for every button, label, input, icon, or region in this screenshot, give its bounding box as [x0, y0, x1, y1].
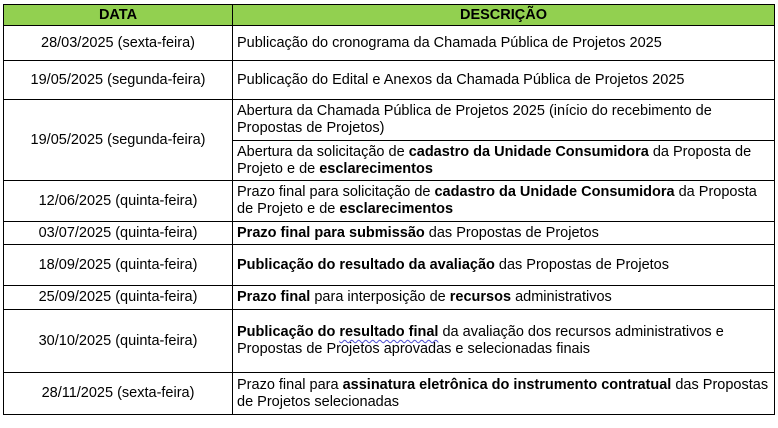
table-row — [4, 222, 775, 245]
bold-text: Prazo final — [237, 289, 311, 305]
table-row — [4, 181, 775, 222]
date-cell: 19/05/2025 (segunda-feira) — [4, 100, 233, 181]
table-row — [4, 310, 775, 373]
description-cell — [233, 310, 775, 373]
bold-text: recursos — [449, 289, 512, 305]
bold-text: Publicação do resultado da avaliação — [237, 256, 495, 273]
text-segment: da avaliação dos recursos administrativos e Propostas de Projetos aprovadas e selecionadas finais — [237, 324, 724, 357]
text-segment: Abertura da solicitação de — [237, 143, 409, 160]
text-segment: das Propostas de Projetos — [494, 256, 669, 273]
text-segment: Publicação do Edital e Anexos da Chamada Pública de Projetos 2025 — [237, 71, 685, 88]
text-segment: Abertura da Chamada Pública de Projetos 2025 (início do recebimento de Propostas de Projetos) — [237, 103, 712, 136]
date-cell: 03/07/2025 (quinta-feira) — [4, 222, 233, 245]
description-cell — [233, 26, 775, 61]
date-cell: 25/09/2025 (quinta-feira) — [4, 286, 233, 310]
bold-text: esclarecimentos — [339, 201, 454, 217]
schedule-table — [3, 4, 775, 415]
table-row — [4, 100, 775, 141]
date-cell: 12/06/2025 (quinta-feira) — [4, 181, 233, 222]
description-cell — [233, 141, 775, 181]
text-segment: administrativos — [511, 289, 612, 305]
header-date: DATA — [4, 5, 233, 26]
table-row — [4, 373, 775, 415]
bold-text: Prazo final para submissão — [237, 224, 425, 241]
header-row — [4, 5, 775, 26]
description-cell — [233, 181, 775, 222]
text-segment: da Proposta de Projeto e de — [237, 184, 757, 217]
text-segment: para interposição de — [310, 289, 450, 305]
date-cell: 30/10/2025 (quinta-feira) — [4, 310, 233, 373]
text-segment: da Proposta de Projeto e de — [237, 143, 752, 177]
text-segment: das Propostas de Projetos selecionadas — [237, 376, 769, 410]
bold-text: cadastro da Unidade Consumidora — [434, 184, 675, 200]
text-segment: Prazo final para — [237, 376, 343, 393]
description-cell — [233, 373, 775, 415]
description-cell — [233, 222, 775, 245]
bold-text: Publicação do — [237, 324, 340, 340]
bold-text: cadastro da Unidade Consumidora — [408, 143, 649, 160]
date-cell: 28/11/2025 (sexta-feira) — [4, 373, 233, 415]
date-cell: 19/05/2025 (segunda-feira) — [4, 61, 233, 100]
description-cell — [233, 100, 775, 141]
description-cell — [233, 245, 775, 286]
description-cell — [233, 61, 775, 100]
text-segment: das Propostas de Projetos — [424, 224, 599, 241]
text-segment: Prazo final para solicitação de — [237, 184, 435, 200]
table-row — [4, 245, 775, 286]
bold-text: resultado final — [339, 324, 439, 340]
table-row — [4, 286, 775, 310]
text-segment: Publicação do cronograma da Chamada Pública de Projetos 2025 — [237, 34, 662, 51]
table-row — [4, 61, 775, 100]
table-row — [4, 26, 775, 61]
header-description: DESCRIÇÃO — [233, 5, 775, 26]
bold-text: assinatura eletrônica do instrumento contratual — [342, 376, 672, 393]
bold-text: esclarecimentos — [319, 160, 433, 177]
date-cell: 18/09/2025 (quinta-feira) — [4, 245, 233, 286]
date-cell: 28/03/2025 (sexta-feira) — [4, 26, 233, 61]
description-cell — [233, 286, 775, 310]
